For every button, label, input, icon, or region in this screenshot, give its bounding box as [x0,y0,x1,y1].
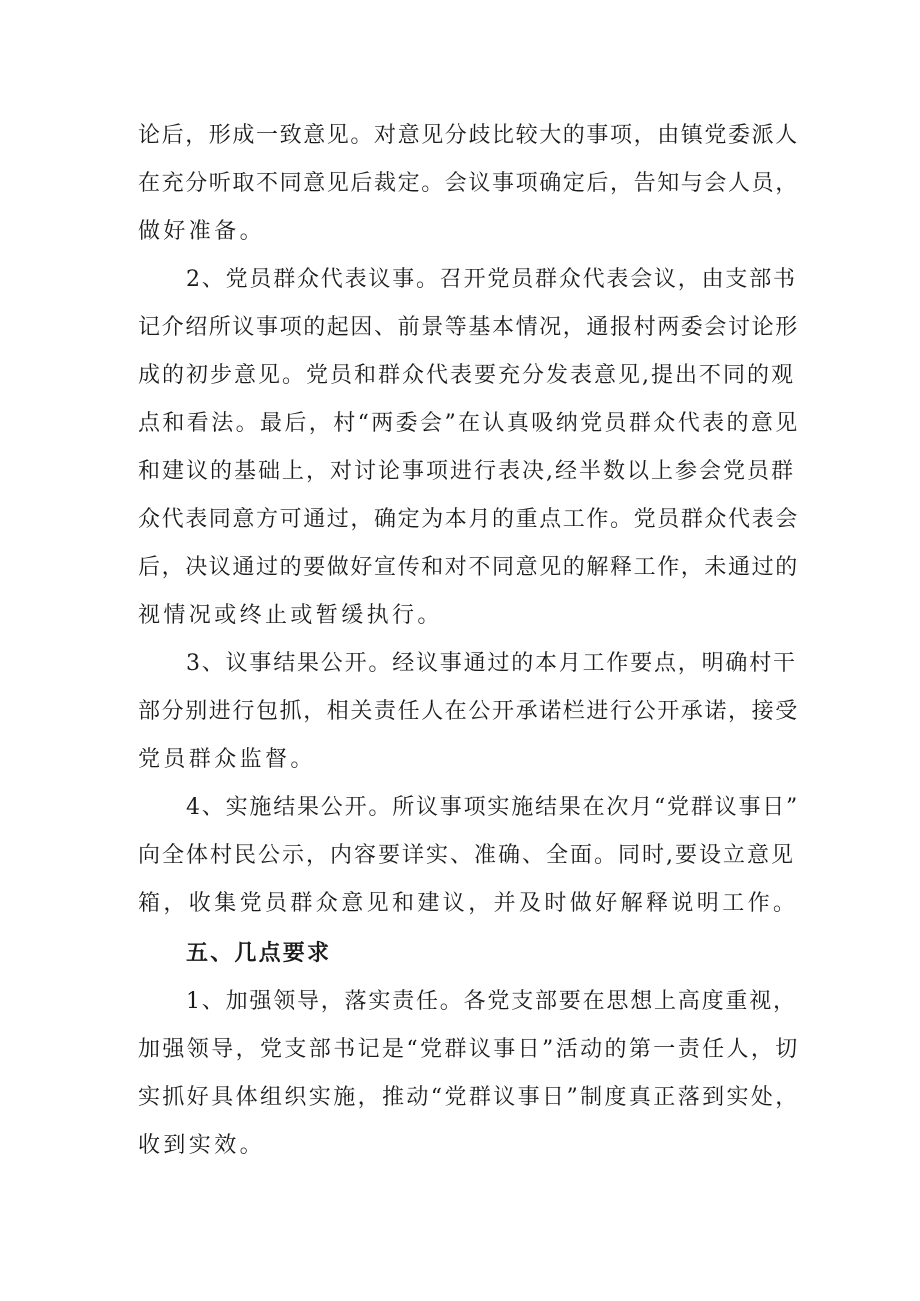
text-line: 部分别进行包抓，相关责任人在公开承诺栏进行公开承诺，接受 [138,699,799,724]
text-line: 做好准备。 [138,219,266,244]
text-line: 收到实效。 [138,1133,266,1158]
text-line: 加强领导，党支部书记是“党群议事日”活动的第一责任人，切 [138,1037,800,1062]
text-line: 视情况或终止或暂缓执行。 [138,603,443,628]
text-line: 众代表同意方可通过，确定为本月的重点工作。党员群众代表会 [138,507,799,532]
text-line: 向全体村民公示，内容要详实、准确、全面。同时,要设立意见 [138,843,795,868]
section-heading: 五、几点要求 [186,941,332,966]
text-line: 实抓好具体组织实施，推动“党群议事日”制度真正落到实处， [138,1085,800,1110]
paragraph-start-line: 1、加强领导，落实责任。各党支部要在思想上高度重视， [186,989,797,1014]
text-line: 成的初步意见。党员和群众代表要充分发表意见,提出不同的观 [138,363,795,388]
text-line: 点和看法。最后，村“两委会”在认真吸纳党员群众代表的意见 [138,411,800,436]
text-line: 论后，形成一致意见。对意见分歧比较大的事项，由镇党委派人 [138,123,799,148]
text-line: 箱，收集党员群众意见和建议，并及时做好解释说明工作。 [138,891,799,916]
text-line: 在充分听取不同意见后裁定。会议事项确定后，告知与会人员， [138,171,799,196]
text-line: 和建议的基础上，对讨论事项进行表决,经半数以上参会党员群 [138,459,795,484]
paragraph-start-line: 2、党员群众代表议事。召开党员群众代表会议，由支部书 [186,267,797,292]
paragraph-start-line: 3、议事结果公开。经议事通过的本月工作要点，明确村干 [186,651,797,676]
text-line: 记介绍所议事项的起因、前景等基本情况，通报村两委会讨论形 [138,315,799,340]
text-line: 党员群众监督。 [138,747,316,772]
text-line: 后，决议通过的要做好宣传和对不同意见的解释工作，未通过的 [138,555,799,580]
paragraph-start-line: 4、实施结果公开。所议事项实施结果在次月“党群议事日” [186,795,800,820]
